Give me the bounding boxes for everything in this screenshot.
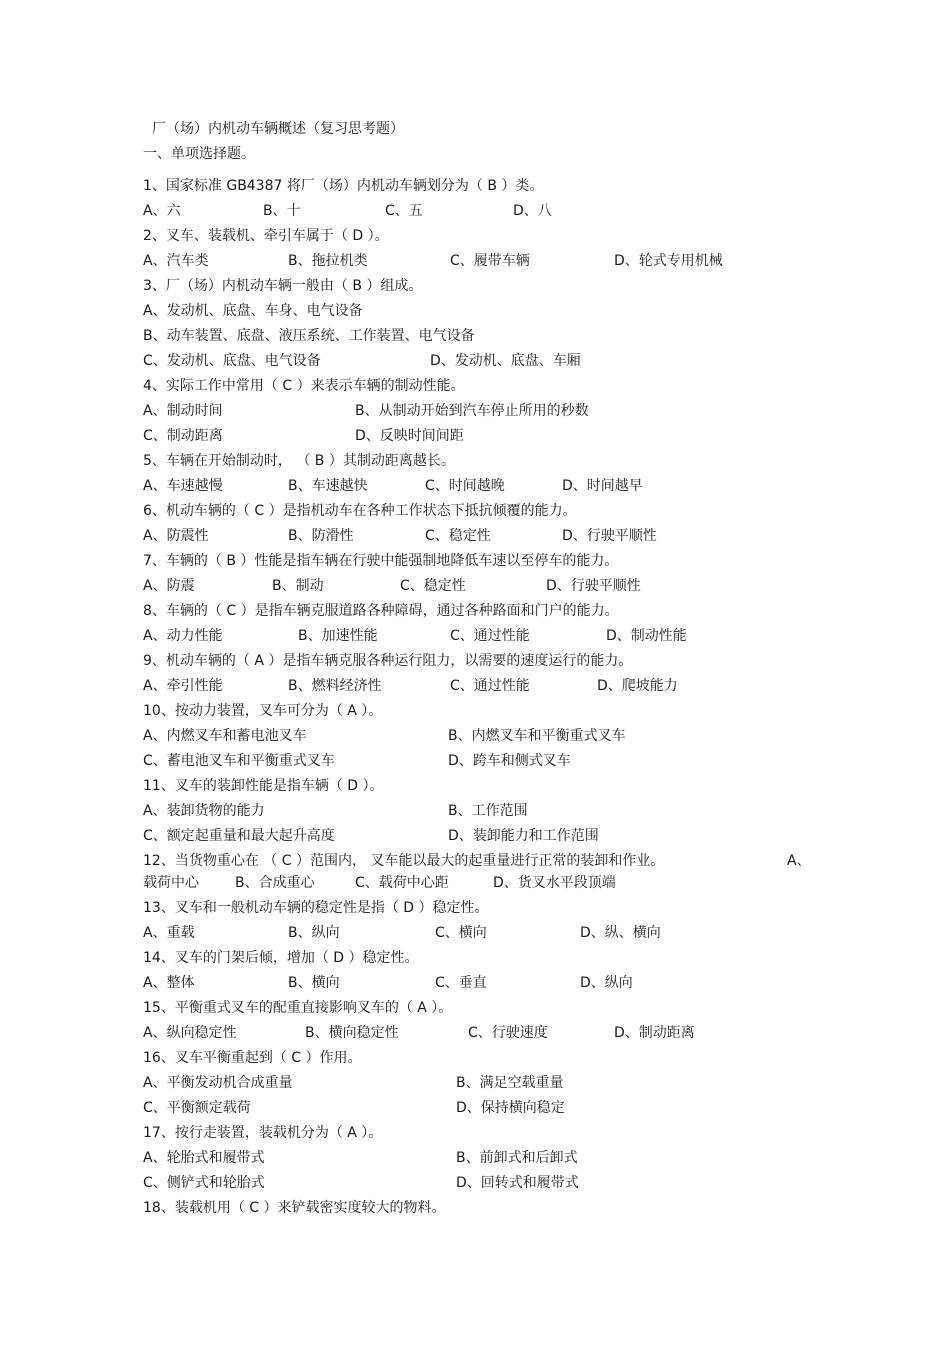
text-line [0,1147,950,1169]
option-text: C、行驶速度 [468,1025,548,1041]
text-line [0,300,950,322]
option-text: 载荷中心 [143,875,199,891]
option-text: C、稳定性 [425,528,491,544]
option-text: 12、当货物重心在 （ C ）范围内， 叉车能以最大的起重量进行正常的装卸和作业。 [143,853,665,869]
option-text: A、 [787,853,811,869]
text-line [0,725,950,747]
question-text: 5、车辆在开始制动时， （ B ）其制动距离越长。 [143,453,455,469]
option-text: A、整体 [143,975,195,991]
text-line [0,325,950,347]
option-text: A、牵引性能 [143,678,223,694]
question-text: 15、平衡重式叉车的配重直接影响叉车的（ A ）。 [143,1000,453,1016]
option-text: A、车速越慢 [143,478,223,494]
option-text: A、轮胎式和履带式 [143,1150,265,1166]
question-text: 8、车辆的（ C ）是指车辆克服道路各种障碍，通过各种路面和门户的能力。 [143,603,619,619]
text-line [0,922,950,944]
question-text: B、动车装置、底盘、液压系统、工作装置、电气设备 [143,328,475,344]
option-text: D、行驶平顺性 [562,528,657,544]
option-text: A、纵向稳定性 [143,1025,237,1041]
option-text: A、重载 [143,925,195,941]
text-line [0,1072,950,1094]
option-text: C、发动机、底盘、电气设备 [143,353,321,369]
option-text: C、制动距离 [143,428,223,444]
option-text: C、时间越晚 [425,478,505,494]
question-text: 13、叉车和一般机动车辆的稳定性是指（ D ）稳定性。 [143,900,489,916]
text-line [0,1022,950,1044]
text-line [0,997,950,1019]
text-line [0,575,950,597]
option-text: B、十 [263,203,301,219]
document-title: 厂（场）内机动车辆概述（复习思考题） [152,121,404,137]
option-text: C、通过性能 [450,628,530,644]
option-text: B、车速越快 [288,478,368,494]
text-line [0,600,950,622]
section-heading: 一、单项选择题。 [143,146,255,162]
text-line [0,475,950,497]
option-text: D、纵、横向 [580,925,661,941]
question-text: 18、装载机用（ C ）来铲载密实度较大的物料。 [143,1200,446,1216]
text-line [0,425,950,447]
text-line [0,872,950,894]
option-text: D、制动性能 [606,628,687,644]
option-text: B、满足空载重量 [456,1075,564,1091]
text-line [0,675,950,697]
option-text: C、载荷中心距 [355,875,449,891]
option-text: D、行驶平顺性 [546,578,641,594]
text-line [0,250,950,272]
text-line [0,800,950,822]
option-text: B、加速性能 [298,628,378,644]
text-line [0,1122,950,1144]
option-text: A、防震 [143,578,195,594]
text-line [0,897,950,919]
option-text: C、蓄电池叉车和平衡重式叉车 [143,753,335,769]
option-text: C、平衡额定载荷 [143,1100,251,1116]
question-text: 1、国家标准 GB4387 将厂（场）内机动车辆划分为（ B ）类。 [143,178,544,194]
option-text: B、合成重心 [235,875,315,891]
text-line [0,175,950,197]
text-line [0,947,950,969]
question-text: 3、厂（场）内机动车辆一般由（ B ）组成。 [143,278,423,294]
text-line [0,1097,950,1119]
question-text: 14、叉车的门架后倾，增加（ D ）稳定性。 [143,950,419,966]
option-text: C、通过性能 [450,678,530,694]
option-text: B、内燃叉车和平衡重式叉车 [448,728,626,744]
option-text: A、制动时间 [143,403,223,419]
text-line [0,525,950,547]
question-text: 17、按行走装置，装载机分为（ A ）。 [143,1125,383,1141]
text-line [0,825,950,847]
option-text: C、横向 [435,925,487,941]
text-line [0,200,950,222]
option-text: A、动力性能 [143,628,223,644]
text-line [0,650,950,672]
option-text: A、防震性 [143,528,209,544]
option-text: D、跨车和侧式叉车 [448,753,571,769]
question-text: 10、按动力装置，叉车可分为（ A ）。 [143,703,383,719]
option-text: B、横向稳定性 [305,1025,399,1041]
text-line [0,550,950,572]
text-line [0,450,950,472]
text-line [0,400,950,422]
option-text: B、从制动开始到汽车停止所用的秒数 [355,403,589,419]
option-text: B、燃料经济性 [288,678,382,694]
text-line [0,225,950,247]
question-text: 9、机动车辆的（ A ）是指车辆克服各种运行阻力，以需要的速度运行的能力。 [143,653,633,669]
option-text: B、制动 [272,578,324,594]
option-text: C、垂直 [435,975,487,991]
text-line [0,500,950,522]
option-text: A、内燃叉车和蓄电池叉车 [143,728,307,744]
option-text: D、反映时间间距 [355,428,464,444]
text-line [0,1047,950,1069]
option-text: D、纵向 [580,975,633,991]
option-text: D、保持横向稳定 [456,1100,565,1116]
question-text: A、发动机、底盘、车身、电气设备 [143,303,363,319]
option-text: C、侧铲式和轮胎式 [143,1175,265,1191]
option-text: A、六 [143,203,181,219]
option-text: C、履带车辆 [450,253,530,269]
option-text: C、五 [385,203,423,219]
text-line [0,700,950,722]
option-text: B、前卸式和后卸式 [456,1150,578,1166]
option-text: A、汽车类 [143,253,209,269]
question-text: 2、叉车、装载机、牵引车属于（ D ）。 [143,228,389,244]
question-text: 11、叉车的装卸性能是指车辆（ D ）。 [143,778,384,794]
option-text: B、纵向 [288,925,340,941]
question-text: 6、机动车辆的（ C ）是指机动车在各种工作状态下抵抗倾覆的能力。 [143,503,577,519]
text-line [0,972,950,994]
text-line [0,375,950,397]
text-line [0,850,950,872]
text-line [0,350,950,372]
option-text: D、装卸能力和工作范围 [448,828,599,844]
option-text: D、八 [513,203,552,219]
option-text: D、时间越早 [562,478,643,494]
option-text: C、稳定性 [400,578,466,594]
question-text: 16、叉车平衡重起到（ C ）作用。 [143,1050,362,1066]
option-text: B、拖拉机类 [288,253,368,269]
question-text: 4、实际工作中常用（ C ）来表示车辆的制动性能。 [143,378,465,394]
option-text: B、横向 [288,975,340,991]
option-text: D、回转式和履带式 [456,1175,579,1191]
option-text: D、轮式专用机械 [614,253,723,269]
option-text: A、平衡发动机合成重量 [143,1075,293,1091]
option-text: A、装卸货物的能力 [143,803,265,819]
option-text: B、防滑性 [288,528,354,544]
text-line [0,775,950,797]
option-text: C、额定起重量和最大起升高度 [143,828,335,844]
text-line [0,1197,950,1219]
option-text: B、工作范围 [448,803,528,819]
text-line [0,750,950,772]
option-text: D、爬坡能力 [597,678,678,694]
text-line [0,625,950,647]
text-line [0,275,950,297]
text-line [0,1172,950,1194]
option-text: D、发动机、底盘、车厢 [430,353,581,369]
option-text: D、制动距离 [614,1025,695,1041]
option-text: D、货叉水平段顶端 [493,875,616,891]
question-text: 7、车辆的（ B ）性能是指车辆在行驶中能强制地降低车速以至停车的能力。 [143,553,619,569]
